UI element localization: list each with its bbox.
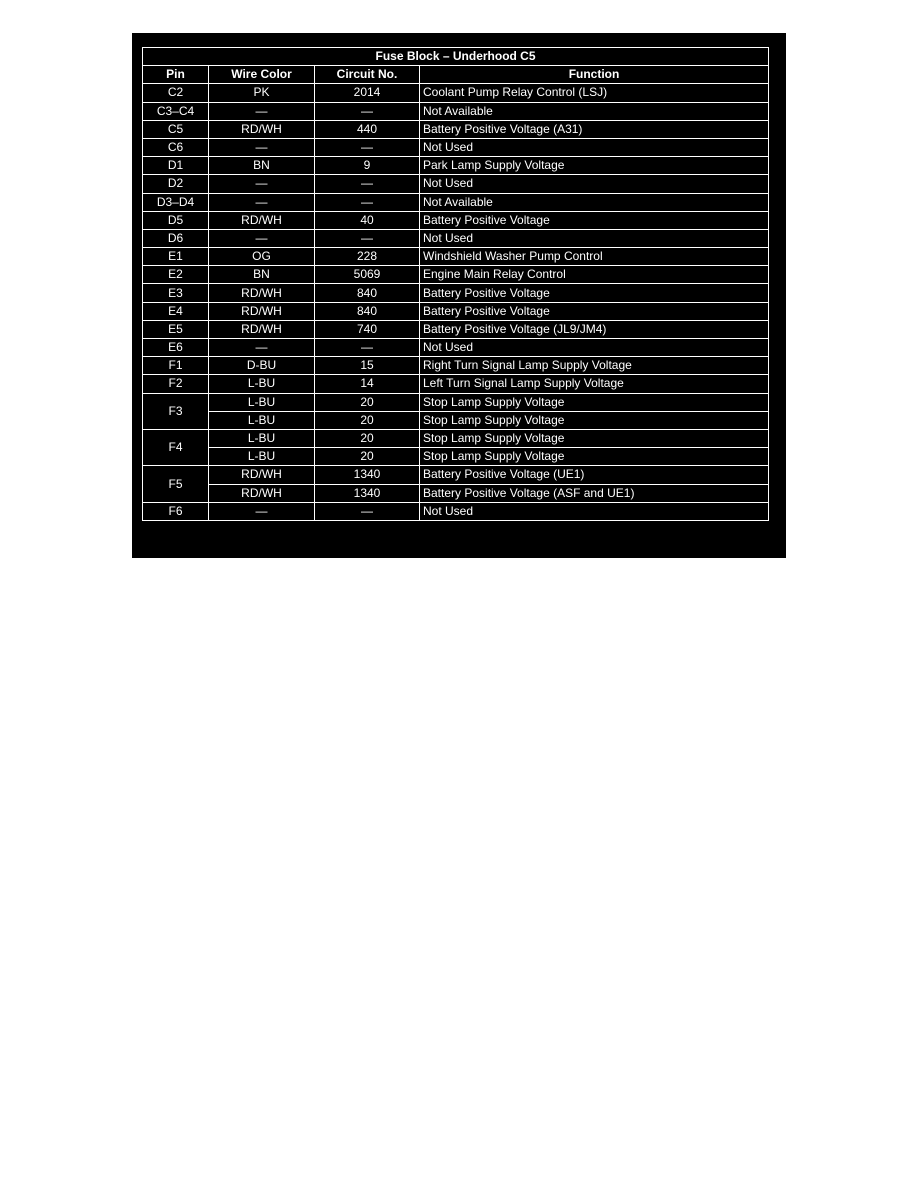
circuit-cell: — (315, 193, 420, 211)
function-cell: Battery Positive Voltage (420, 211, 769, 229)
wire-color-cell: PK (209, 84, 315, 102)
wire-color-cell: L-BU (209, 429, 315, 447)
circuit-cell: 228 (315, 248, 420, 266)
pin-cell: C5 (143, 120, 209, 138)
table-row (143, 502, 769, 520)
pin-cell: D3–D4 (143, 193, 209, 211)
header-wire-color: Wire Color (209, 66, 315, 84)
table-row (143, 393, 769, 411)
pin-cell: D6 (143, 229, 209, 247)
circuit-cell: 840 (315, 284, 420, 302)
table-row (143, 102, 769, 120)
circuit-cell: 2014 (315, 84, 420, 102)
table-row (143, 411, 769, 429)
table-row (143, 448, 769, 466)
wire-color-cell: RD/WH (209, 211, 315, 229)
pin-cell: D5 (143, 211, 209, 229)
function-cell: Battery Positive Voltage (UE1) (420, 466, 769, 484)
pin-cell: D1 (143, 157, 209, 175)
function-cell: Battery Positive Voltage (JL9/JM4) (420, 320, 769, 338)
table-row (143, 375, 769, 393)
circuit-cell: 20 (315, 411, 420, 429)
circuit-cell: — (315, 138, 420, 156)
circuit-cell: 20 (315, 393, 420, 411)
table-row (143, 157, 769, 175)
table-row (143, 138, 769, 156)
wire-color-cell: — (209, 175, 315, 193)
table-row (143, 120, 769, 138)
function-cell: Not Used (420, 138, 769, 156)
function-cell: Not Used (420, 175, 769, 193)
pin-cell: E5 (143, 320, 209, 338)
function-cell: Battery Positive Voltage (ASF and UE1) (420, 484, 769, 502)
table-row (143, 320, 769, 338)
circuit-cell: 740 (315, 320, 420, 338)
wire-color-cell: — (209, 193, 315, 211)
function-cell: Battery Positive Voltage (420, 302, 769, 320)
function-cell: Stop Lamp Supply Voltage (420, 393, 769, 411)
pin-cell: D2 (143, 175, 209, 193)
pin-cell: F3 (143, 393, 209, 429)
wire-color-cell: — (209, 102, 315, 120)
function-cell: Battery Positive Voltage (A31) (420, 120, 769, 138)
wire-color-cell: L-BU (209, 411, 315, 429)
pin-cell: E4 (143, 302, 209, 320)
fuse-block-table (142, 47, 769, 521)
pin-cell: C3–C4 (143, 102, 209, 120)
table-row (143, 211, 769, 229)
pin-cell: E3 (143, 284, 209, 302)
wire-color-cell: L-BU (209, 393, 315, 411)
circuit-cell: — (315, 102, 420, 120)
wire-color-cell: OG (209, 248, 315, 266)
table-row (143, 175, 769, 193)
wire-color-cell: BN (209, 266, 315, 284)
table-row (143, 248, 769, 266)
wire-color-cell: — (209, 229, 315, 247)
function-cell: Coolant Pump Relay Control (LSJ) (420, 84, 769, 102)
pin-cell: F2 (143, 375, 209, 393)
pin-cell: F1 (143, 357, 209, 375)
function-cell: Battery Positive Voltage (420, 284, 769, 302)
function-cell: Right Turn Signal Lamp Supply Voltage (420, 357, 769, 375)
circuit-cell: 5069 (315, 266, 420, 284)
table-title-row (143, 48, 769, 66)
wire-color-cell: L-BU (209, 375, 315, 393)
table-row (143, 339, 769, 357)
function-cell: Not Used (420, 502, 769, 520)
function-cell: Stop Lamp Supply Voltage (420, 448, 769, 466)
table-row (143, 302, 769, 320)
pin-cell: E2 (143, 266, 209, 284)
circuit-cell: 1340 (315, 466, 420, 484)
wire-color-cell: — (209, 502, 315, 520)
function-cell: Not Available (420, 102, 769, 120)
circuit-cell: 40 (315, 211, 420, 229)
wire-color-cell: RD/WH (209, 466, 315, 484)
circuit-cell: 15 (315, 357, 420, 375)
fuse-block-panel (132, 33, 786, 558)
circuit-cell: — (315, 502, 420, 520)
circuit-cell: 20 (315, 448, 420, 466)
pin-cell: F6 (143, 502, 209, 520)
pin-cell: F4 (143, 429, 209, 465)
circuit-cell: 840 (315, 302, 420, 320)
pin-cell: E6 (143, 339, 209, 357)
header-pin: Pin (143, 66, 209, 84)
wire-color-cell: RD/WH (209, 320, 315, 338)
circuit-cell: — (315, 339, 420, 357)
wire-color-cell: RD/WH (209, 120, 315, 138)
function-cell: Park Lamp Supply Voltage (420, 157, 769, 175)
function-cell: Not Used (420, 339, 769, 357)
header-circuit-no: Circuit No. (315, 66, 420, 84)
wire-color-cell: RD/WH (209, 284, 315, 302)
header-function: Function (420, 66, 769, 84)
function-cell: Stop Lamp Supply Voltage (420, 411, 769, 429)
wire-color-cell: L-BU (209, 448, 315, 466)
table-row (143, 357, 769, 375)
function-cell: Not Available (420, 193, 769, 211)
circuit-cell: 9 (315, 157, 420, 175)
circuit-cell: — (315, 229, 420, 247)
wire-color-cell: RD/WH (209, 302, 315, 320)
wire-color-cell: RD/WH (209, 484, 315, 502)
table-title: Fuse Block – Underhood C5 (143, 48, 769, 66)
function-cell: Not Used (420, 229, 769, 247)
table-row (143, 266, 769, 284)
wire-color-cell: — (209, 339, 315, 357)
table-row (143, 429, 769, 447)
function-cell: Windshield Washer Pump Control (420, 248, 769, 266)
pin-cell: C6 (143, 138, 209, 156)
table-row (143, 229, 769, 247)
function-cell: Left Turn Signal Lamp Supply Voltage (420, 375, 769, 393)
pin-cell: C2 (143, 84, 209, 102)
circuit-cell: 20 (315, 429, 420, 447)
table-row (143, 466, 769, 484)
circuit-cell: 1340 (315, 484, 420, 502)
function-cell: Stop Lamp Supply Voltage (420, 429, 769, 447)
pin-cell: F5 (143, 466, 209, 502)
circuit-cell: 14 (315, 375, 420, 393)
table-row (143, 484, 769, 502)
wire-color-cell: BN (209, 157, 315, 175)
circuit-cell: — (315, 175, 420, 193)
table-row (143, 84, 769, 102)
table-header-row (143, 66, 769, 84)
table-row (143, 193, 769, 211)
pin-cell: E1 (143, 248, 209, 266)
wire-color-cell: D-BU (209, 357, 315, 375)
wire-color-cell: — (209, 138, 315, 156)
circuit-cell: 440 (315, 120, 420, 138)
table-row (143, 284, 769, 302)
function-cell: Engine Main Relay Control (420, 266, 769, 284)
